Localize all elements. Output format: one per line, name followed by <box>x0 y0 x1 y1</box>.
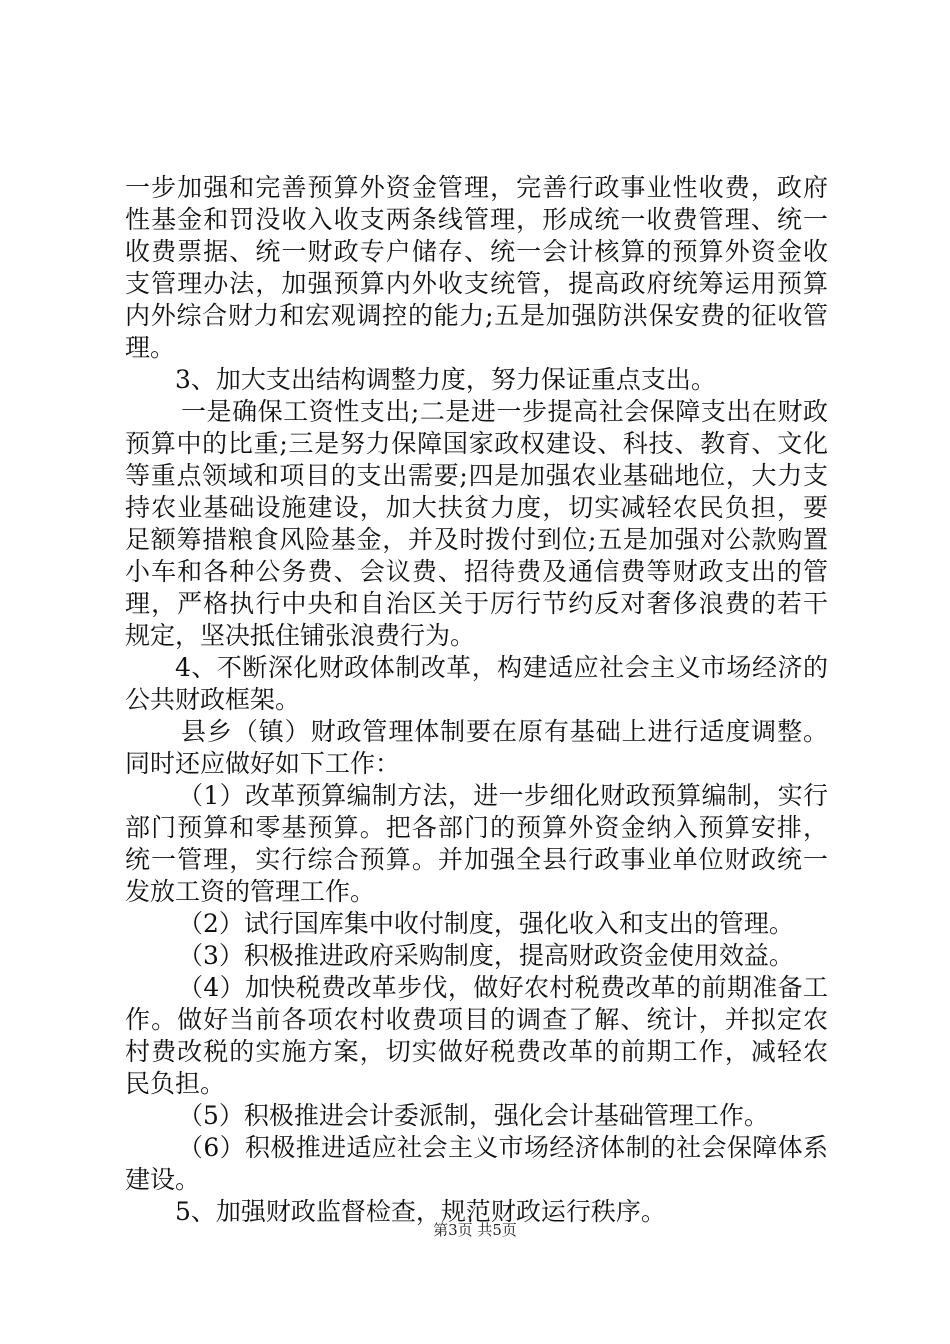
list-item: （1）改革预算编制方法，进一步细化财政预算编制，实行 <box>178 781 828 810</box>
page-number-footer: 第3页 共5页 <box>433 1221 517 1239</box>
list-item: （2）试行国库集中收付制度，强化收入和支出的管理。 <box>178 909 794 938</box>
section-heading: 4、不断深化财政体制改革，构建适应社会主义市场经济的 <box>175 653 828 682</box>
section-heading: 5、加强财政监督检查，规范财政运行秩序。 <box>175 1197 666 1226</box>
text-line: 发放工资的管理工作。 <box>125 877 376 906</box>
text-line: 性基金和罚没收入收支两条线管理，形成统一收费管理、统一 <box>125 205 828 234</box>
list-item: （4）加快税费改革步伐，做好农村税费改革的前期准备工 <box>178 973 828 1002</box>
text-line: 同时还应做好如下工作： <box>125 749 401 778</box>
text-line: 小车和各种公务费、会议费、招待费及通信费等财政支出的管 <box>125 557 828 586</box>
text-line: 民负担。 <box>125 1069 226 1098</box>
text-line: 作。做好当前各项农村收费项目的调查了解、统计，并拟定农 <box>125 1005 828 1034</box>
text-line: 持农业基础设施建设，加大扶贫力度，切实减轻农民负担，要 <box>125 493 828 522</box>
text-line: 建设。 <box>125 1165 201 1194</box>
list-item: （6）积极推进适应社会主义市场经济体制的社会保障体系 <box>178 1133 828 1162</box>
text-line: 足额筹措粮食风险基金，并及时拨付到位;五是加强对公款购置 <box>125 525 828 554</box>
text-line: 一步加强和完善预算外资金管理，完善行政事业性收费，政府 <box>125 173 828 202</box>
text-line: 理。 <box>125 333 176 362</box>
text-line: 村费改税的实施方案，切实做好税费改革的前期工作，减轻农 <box>125 1037 828 1066</box>
text-line: 等重点领域和项目的支出需要;四是加强农业基础地位，大力支 <box>125 461 828 490</box>
text-line: 一是确保工资性支出;二是进一步提高社会保障支出在财政 <box>181 397 828 426</box>
list-item: （5）积极推进会计委派制，强化会计基础管理工作。 <box>178 1101 769 1130</box>
text-line: 支管理办法，加强预算内外收支统管，提高政府统筹运用预算 <box>125 269 828 298</box>
text-line: 统一管理，实行综合预算。并加强全县行政事业单位财政统一 <box>125 845 828 874</box>
section-heading: 公共财政框架。 <box>125 685 301 714</box>
text-line: 内外综合财力和宏观调控的能力;五是加强防洪保安费的征收管 <box>125 301 828 330</box>
text-line: 收费票据、统一财政专户储存、统一会计核算的预算外资金收 <box>125 237 828 266</box>
text-line: 部门预算和零基预算。把各部门的预算外资金纳入预算安排， <box>125 813 828 842</box>
text-line: 理，严格执行中央和自治区关于厉行节约反对奢侈浪费的若干 <box>125 589 828 618</box>
section-heading: 3、加大支出结构调整力度，努力保证重点支出。 <box>175 365 716 394</box>
list-item: （3）积极推进政府采购制度，提高财政资金使用效益。 <box>178 941 794 970</box>
text-line: 规定，坚决抵住铺张浪费行为。 <box>125 621 476 650</box>
text-line: 县乡（镇）财政管理体制要在原有基础上进行适度调整。 <box>181 717 828 746</box>
text-line: 预算中的比重;三是努力保障国家政权建设、科技、教育、文化 <box>125 429 828 458</box>
